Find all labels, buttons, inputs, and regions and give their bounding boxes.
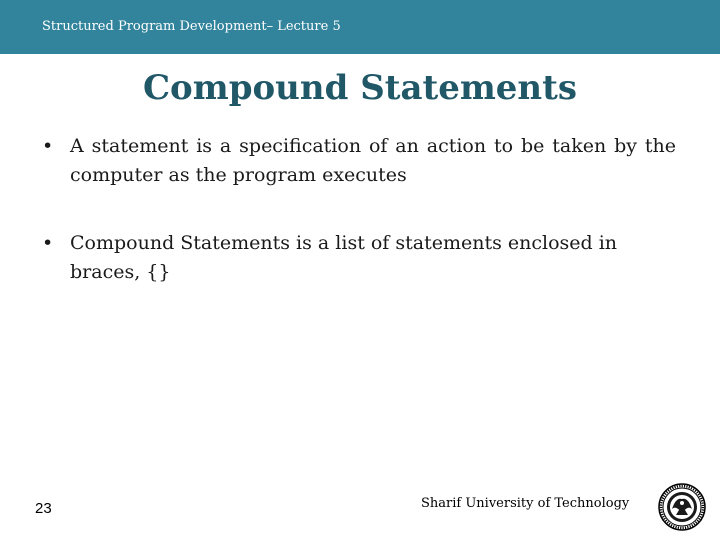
slide-title: Compound Statements	[142, 68, 577, 108]
bullet-list	[40, 132, 676, 326]
bullet-text: Compound Statements is a list of statements enclosed in braces, {}	[70, 232, 618, 283]
bullet-item	[40, 229, 676, 287]
bullet-marker: •	[42, 135, 54, 157]
page-number: 23	[35, 500, 52, 517]
header-bar	[0, 0, 720, 54]
lecture-header-text: Structured Program Development– Lecture 5	[42, 19, 341, 34]
bullet-marker: •	[42, 232, 54, 254]
institution-name: Sharif University of Technology	[421, 496, 630, 511]
bullet-text: A statement is a specification of an action to be taken by the computer as the program executes	[70, 135, 676, 186]
university-seal-icon	[658, 483, 706, 531]
bullet-item	[40, 132, 676, 190]
